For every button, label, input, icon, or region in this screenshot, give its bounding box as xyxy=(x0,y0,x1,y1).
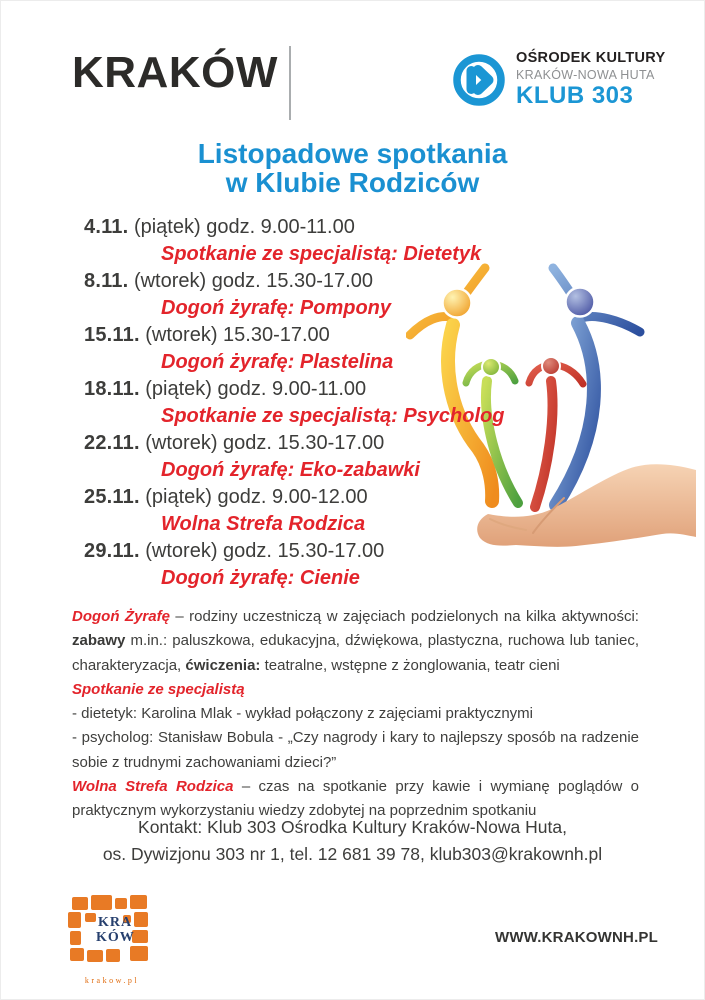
schedule-event: Spotkanie ze specjalistą: Psycholog xyxy=(161,405,505,427)
schedule-date-line xyxy=(84,430,644,457)
schedule-date: 22.11. xyxy=(84,432,140,454)
about-bold: zabawy xyxy=(72,632,126,650)
schedule-info: (wtorek) godz. 15.30-17.00 xyxy=(133,270,373,292)
city-logo-line-1: KRA xyxy=(98,915,133,930)
schedule-date-line xyxy=(84,376,644,403)
page-title xyxy=(0,139,705,197)
schedule-event: Dogoń żyrafę: Pompony xyxy=(161,297,392,319)
schedule-event: Dogoń żyrafę: Plastelina xyxy=(161,351,394,373)
krakow-city-logo xyxy=(67,895,157,985)
schedule-item xyxy=(84,376,644,430)
schedule-date: 8.11. xyxy=(84,270,129,292)
krakow-wordmark: KRAKÓW xyxy=(72,48,278,97)
schedule-date: 25.11. xyxy=(84,486,140,508)
about-text: – rodziny uczestniczą w zajęciach podzielonych na kilka aktywności: xyxy=(169,608,639,625)
schedule-item xyxy=(84,214,644,268)
about-specialist-dietetyk: - dietetyk: Karolina Mlak - wykład połączony z zajęciami praktycznymi xyxy=(72,705,533,723)
title-line-1: Listopadowe spotkania xyxy=(197,138,508,169)
about-specialist-psycholog: - psycholog: Stanisław Bobula - „Czy nagrody i kary to najlepszy sposób na radzenie sobie z trudnymi zachowaniami dzieci?” xyxy=(72,729,639,771)
about-text: – czas na spotkanie przy kawie i wymianę poglądów o praktycznym wykorzystaniu wiedzy zdobytej na poprzednim spotkaniu xyxy=(72,778,639,820)
schedule-info: (piątek) godz. 9.00-11.00 xyxy=(145,378,367,400)
schedule-date: 18.11. xyxy=(84,378,140,400)
about-dogon-zyrafe xyxy=(72,605,639,678)
city-logo-line-2: KÓW xyxy=(96,930,135,945)
schedule-item xyxy=(84,430,644,484)
about-specialist-heading: Spotkanie ze specjalistą xyxy=(72,680,245,698)
krakow-pl-caption: krakow.pl xyxy=(84,976,140,985)
schedule-info: (piątek) godz. 9.00-12.00 xyxy=(145,486,368,508)
header-divider xyxy=(289,46,291,120)
schedule-item xyxy=(84,268,644,322)
schedule-date-line xyxy=(84,538,644,565)
contact-line-2: os. Dywizjonu 303 nr 1, tel. 12 681 39 78, klub303@krakownh.pl xyxy=(102,844,603,864)
website-link: WWW.KRAKOWNH.PL xyxy=(495,929,658,946)
org-district: KRAKÓW-NOWA HUTA xyxy=(516,67,655,82)
klub303-k-icon xyxy=(452,53,506,107)
schedule-date-line xyxy=(84,484,644,511)
schedule-info: (wtorek) godz. 15.30-17.00 xyxy=(145,432,385,454)
schedule-date-line xyxy=(84,322,644,349)
org-club: KLUB 303 xyxy=(516,82,634,109)
about-bold: ćwiczenia: xyxy=(185,656,261,674)
about-lead-dogon: Dogoń Żyrafę xyxy=(72,608,170,625)
schedule-info: (wtorek) godz. 15.30-17.00 xyxy=(145,540,385,562)
schedule-date: 4.11. xyxy=(84,216,129,238)
schedule-date-line xyxy=(84,214,644,241)
schedule-date-line xyxy=(84,268,644,295)
schedule-list xyxy=(84,214,644,592)
krakow-mosaic-icon xyxy=(68,895,156,969)
schedule-date: 29.11. xyxy=(84,540,140,562)
schedule-event: Dogoń żyrafę: Cienie xyxy=(161,567,360,589)
org-name: OŚRODEK KULTURY xyxy=(516,50,666,66)
schedule-event: Dogoń żyrafę: Eko-zabawki xyxy=(161,459,420,481)
klub303-logo xyxy=(452,51,666,108)
schedule-item xyxy=(84,538,644,592)
about-section xyxy=(72,605,639,824)
about-lead-wolna-strefa: Wolna Strefa Rodzica xyxy=(72,778,234,796)
title-line-2: w Klubie Rodziców xyxy=(225,167,480,198)
schedule-info: (piątek) godz. 9.00-11.00 xyxy=(133,216,355,238)
klub303-logo-text xyxy=(516,51,666,108)
schedule-event: Spotkanie ze specjalistą: Dietetyk xyxy=(161,243,482,265)
schedule-date: 15.11. xyxy=(84,324,140,346)
contact-info xyxy=(0,814,705,868)
schedule-info: (wtorek) 15.30-17.00 xyxy=(145,324,330,346)
schedule-event: Wolna Strefa Rodzica xyxy=(161,513,366,535)
contact-line-1: Kontakt: Klub 303 Ośrodka Kultury Kraków-Nowa Huta, xyxy=(138,817,567,837)
schedule-item xyxy=(84,484,644,538)
about-text: m.in.: paluszkowa, edukacyjna, dźwiękowa, plastyczna, ruchowa lub taniec, charakteryzacja, xyxy=(72,632,639,674)
about-text: teatralne, wstępne z żonglowania, teatr cieni xyxy=(260,656,560,674)
schedule-item xyxy=(84,322,644,376)
